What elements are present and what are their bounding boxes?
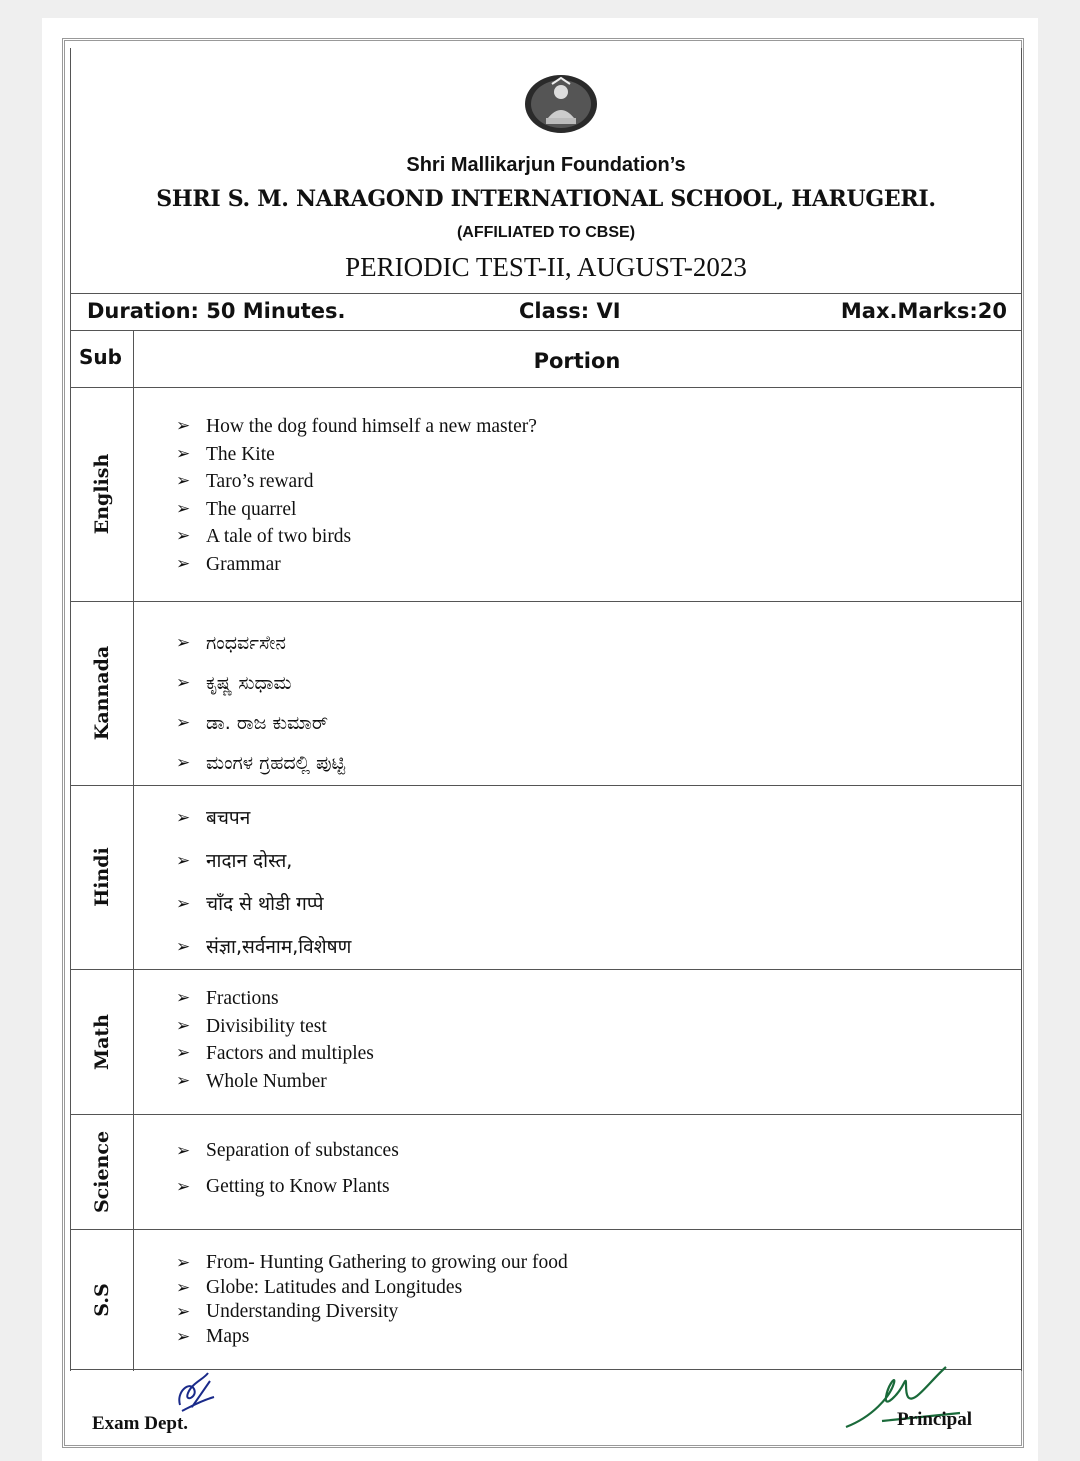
foundation-name: Shri Mallikarjun Foundation’s: [406, 154, 686, 176]
row-divider: [71, 1229, 1021, 1230]
subject-cell-math: [71, 969, 133, 1114]
subject-label: Science: [91, 1130, 113, 1213]
list-item: ➢ Understanding Diversity: [176, 1300, 568, 1325]
document-header: [70, 48, 1022, 293]
column-header-sub: Sub: [79, 345, 122, 369]
list-item: ➢ The quarrel: [176, 496, 537, 524]
list-item: ➢ Whole Number: [176, 1068, 374, 1096]
list-item: ➢ The Kite: [176, 441, 537, 469]
portion-table: [70, 331, 1022, 1371]
list-item: ➢ A tale of two birds: [176, 523, 537, 551]
subject-label: English: [91, 453, 113, 535]
principal-label: Principal: [897, 1409, 972, 1430]
row-divider: [71, 969, 1021, 970]
subject-label: S.S: [91, 1283, 113, 1317]
school-emblem-icon: [524, 74, 598, 134]
list-item: ➢ Getting to Know Plants: [176, 1169, 399, 1205]
document-footer: [70, 1371, 1022, 1441]
subject-cell-hindi: [71, 785, 133, 969]
class: Class: VI: [519, 299, 621, 323]
row-divider: [71, 387, 1021, 388]
subject-label: Kannada: [91, 645, 113, 741]
list-item: ➢ Taro’s reward: [176, 468, 537, 496]
subject-cell-ss: [71, 1229, 133, 1371]
subject-cell-english: [71, 387, 133, 601]
row-divider: [71, 785, 1021, 786]
list-item: ➢ ಡಾ. ರಾಜ ಕುಮಾರ್: [176, 703, 345, 743]
subject-cell-science: [71, 1114, 133, 1229]
list-item: ➢ बचपन: [176, 797, 351, 840]
list-item: ➢ नादान दोस्त,: [176, 840, 351, 883]
list-item: ➢ Maps: [176, 1325, 568, 1350]
list-item: ➢ Fractions: [176, 985, 374, 1013]
list-item: ➢ चाँद से थोडी गप्पे: [176, 883, 351, 926]
list-item: ➢ संज्ञा,सर्वनाम,विशेषण: [176, 926, 351, 969]
portion-list-math: [176, 985, 374, 1095]
list-item: ➢ Globe: Latitudes and Longitudes: [176, 1276, 568, 1301]
list-item: ➢ Separation of substances: [176, 1133, 399, 1169]
exam-info-row: [70, 293, 1022, 331]
max-marks: Max.Marks:20: [840, 299, 1007, 323]
list-item: ➢ From- Hunting Gathering to growing our food: [176, 1251, 568, 1276]
portion-list-ss: [176, 1251, 568, 1349]
document-sheet: [42, 18, 1038, 1461]
subject-cell-kannada: [71, 601, 133, 785]
portion-list-english: [176, 413, 537, 578]
exam-title: PERIODIC TEST-II, AUGUST-2023: [345, 252, 747, 282]
school-name: SHRI S. M. NARAGOND INTERNATIONAL SCHOOL, HARUGERI.: [156, 186, 936, 212]
column-divider: [133, 331, 134, 1371]
portion-list-kannada: [176, 623, 345, 783]
list-item: ➢ How the dog found himself a new master?: [176, 413, 537, 441]
subject-label: Hindi: [91, 847, 113, 907]
affiliation: (AFFILIATED TO CBSE): [456, 224, 636, 241]
exam-dept-signature: [170, 1371, 220, 1415]
list-item: ➢ ಮಂಗಳ ಗ್ರಹದಲ್ಲಿ ಪುಟ್ಟಿ: [176, 743, 345, 783]
column-header-portion: Portion: [533, 349, 621, 373]
row-divider: [71, 1114, 1021, 1115]
list-item: ➢ Factors and multiples: [176, 1040, 374, 1068]
list-item: ➢ Grammar: [176, 551, 537, 579]
portion-list-science: [176, 1133, 399, 1205]
exam-dept-label: Exam Dept.: [92, 1413, 189, 1434]
list-item: ➢ ಗಂಧರ್ವಸೇನ: [176, 623, 345, 663]
duration: Duration: 50 Minutes.: [87, 299, 346, 323]
subject-label: Math: [91, 1013, 113, 1070]
portion-list-hindi: [176, 797, 351, 969]
row-divider: [71, 601, 1021, 602]
list-item: ➢ ಕೃಷ್ಣ ಸುಧಾಮ: [176, 663, 345, 703]
list-item: ➢ Divisibility test: [176, 1013, 374, 1041]
